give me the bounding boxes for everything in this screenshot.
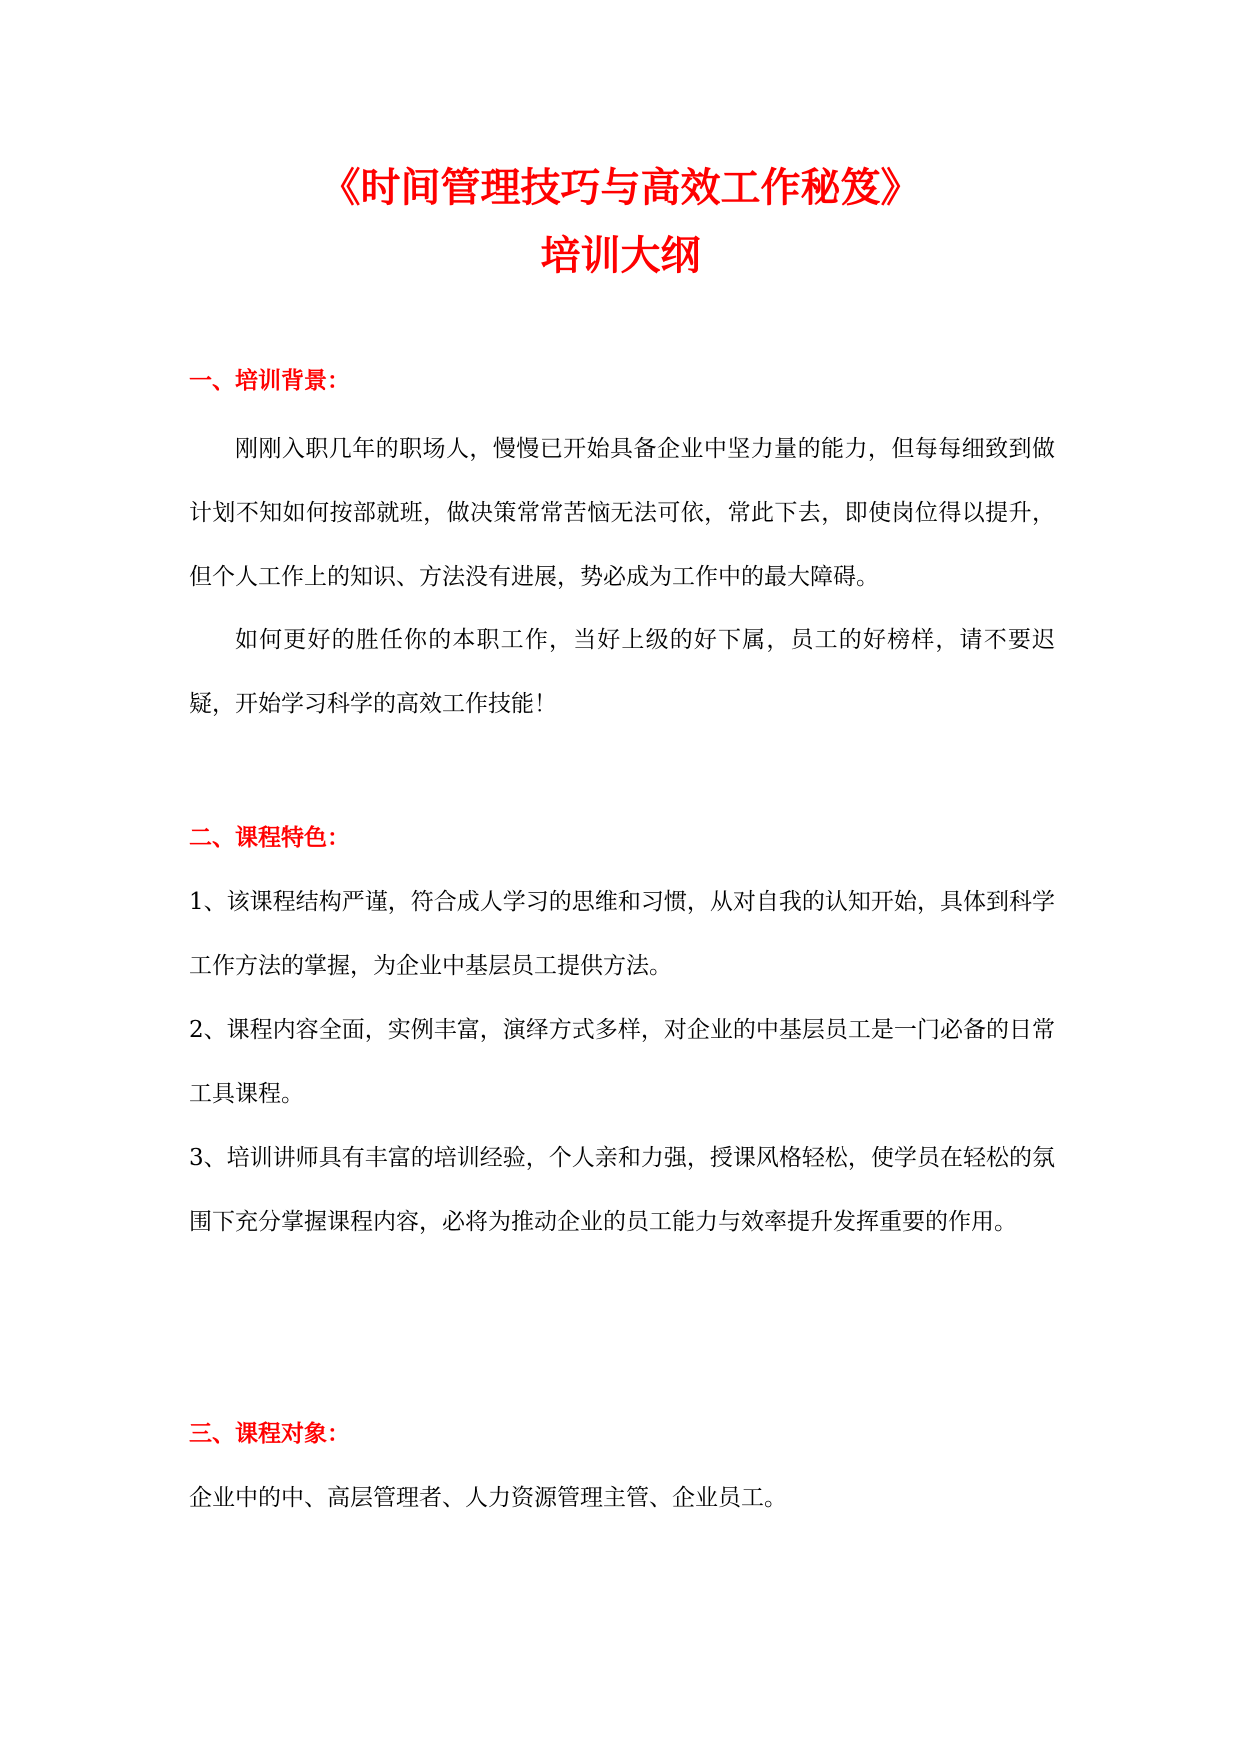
- features-item-1: 1、该课程结构严谨，符合成人学习的思维和习惯，从对自我的认知开始，具体到科学工作方法的掌握，为企业中基层员工提供方法。: [189, 889, 1055, 979]
- document-title: 《时间管理技巧与高效工作秘笈》: [320, 164, 921, 211]
- background-paragraph-1: 刚刚入职几年的职场人，慢慢已开始具备企业中坚力量的能力，但每每细致到做计划不知如何按部就班，做决策常常苦恼无法可依，常此下去，即使岗位得以提升，但个人工作上的知识、方法没有进展，势必成为工作中的最大障碍。: [189, 436, 1055, 590]
- background-paragraph-2: 如何更好的胜任你的本职工作，当好上级的好下属，员工的好榜样，请不要迟疑，开始学习科学的高效工作技能！: [189, 627, 1055, 717]
- section-heading-features: 二、课程特色：: [189, 824, 350, 851]
- audience-paragraph: 企业中的中、高层管理者、人力资源管理主管、企业员工。: [189, 1485, 787, 1511]
- features-item-2: 2、课程内容全面，实例丰富，演绎方式多样，对企业的中基层员工是一门必备的日常工具课程。: [189, 1017, 1055, 1107]
- document-subtitle: 培训大纲: [540, 232, 701, 279]
- section-heading-audience: 三、课程对象：: [189, 1420, 350, 1447]
- section-heading-background: 一、培训背景：: [189, 367, 350, 394]
- features-item-3: 3、培训讲师具有丰富的培训经验，个人亲和力强，授课风格轻松，使学员在轻松的氛围下充分掌握课程内容，必将为推动企业的员工能力与效率提升发挥重要的作用。: [189, 1145, 1055, 1235]
